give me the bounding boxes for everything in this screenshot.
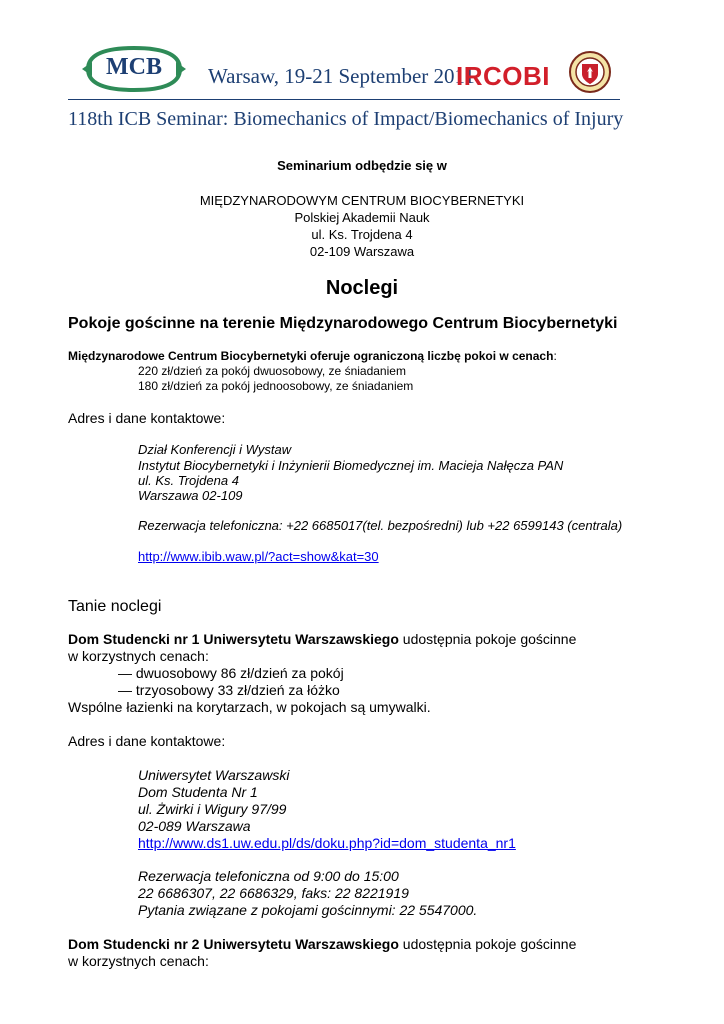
dorm1-note: Wspólne łazienki na korytarzach, w pokojach są umywalki.	[68, 699, 431, 715]
conference-date: Warsaw, 19-21 September 2011	[208, 64, 475, 88]
dorm1-phone-line: Pytania związane z pokojami gościnnymi: 22 5547000.	[138, 902, 478, 918]
contact-label: Adres i dane kontaktowe:	[68, 410, 226, 426]
price-item: 220 zł/dzień za pokój dwuosobowy, ze śniadaniem	[138, 364, 406, 378]
dorm2-intro	[68, 936, 576, 953]
dorm1-name: Dom Studencki nr 1 Uniwersytetu Warszawskiego	[68, 631, 399, 647]
venue-city: 02-109 Warszawa	[309, 244, 415, 259]
crest-icon	[568, 50, 612, 94]
offer-colon: :	[553, 349, 557, 363]
dorm1-intro	[68, 631, 576, 648]
venue-academy: Polskiej Akademii Nauk	[294, 210, 430, 225]
contact-line: Instytut Biocybernetyki i Inżynierii Biomedycznej im. Macieja Nałęcza PAN	[138, 458, 564, 473]
dorm1-price: — trzyosobowy 33 zł/dzień za łóżko	[118, 682, 340, 698]
seminar-title: 118th ICB Seminar: Biomechanics of Impact/Biomechanics of Injury	[68, 108, 624, 130]
venue-intro: Seminarium odbędzie się w	[277, 158, 447, 173]
guest-rooms-offer	[68, 349, 557, 364]
dorm1-contact-label: Adres i dane kontaktowe:	[68, 733, 226, 749]
dorm1-phone-line: Rezerwacja telefoniczna od 9:00 do 15:00	[138, 868, 399, 884]
dorm2-name: Dom Studencki nr 2 Uniwersytetu Warszawskiego	[68, 936, 399, 952]
dorm1-desc: udostępnia pokoje gościnne	[398, 631, 577, 647]
contact-line: ul. Ks. Trojdena 4	[138, 473, 239, 488]
dorm1-contact-line: 02-089 Warszawa	[138, 818, 251, 834]
dorm1-contact-line: Dom Studenta Nr 1	[138, 784, 258, 800]
mcb-logo	[80, 46, 188, 92]
venue-street: ul. Ks. Trojdena 4	[311, 227, 413, 242]
page-title: Noclegi	[325, 277, 399, 299]
ibib-link[interactable]: http://www.ibib.waw.pl/?act=show&kat=30	[138, 549, 379, 564]
logo-text: MCB	[106, 54, 162, 80]
dorm2-line2: w korzystnych cenach:	[68, 953, 209, 969]
venue-name: MIĘDZYNARODOWYM CENTRUM BIOCYBERNETYKI	[199, 193, 525, 208]
guest-rooms-heading: Pokoje gościnne na terenie Międzynarodowego Centrum Biocybernetyki	[68, 315, 618, 332]
header-divider	[68, 99, 620, 100]
price-item: 180 zł/dzień za pokój jednoosobowy, ze śniadaniem	[138, 379, 414, 393]
dorm1-contact-line: Uniwersytet Warszawski	[138, 767, 290, 783]
cheap-heading: Tanie noclegi	[68, 598, 162, 615]
contact-line: Warszawa 02-109	[138, 488, 243, 503]
ds1-link[interactable]: http://www.ds1.uw.edu.pl/ds/doku.php?id=dom_studenta_nr1	[138, 835, 516, 851]
dorm1-phone-line: 22 6686307, 22 6686329, faks: 22 8221919	[138, 885, 409, 901]
dorm1-line2: w korzystnych cenach:	[68, 648, 209, 664]
phone-info: Rezerwacja telefoniczna: +22 6685017(tel. bezpośredni) lub +22 6599143 (centrala)	[138, 518, 623, 533]
offer-text: Międzynarodowe Centrum Biocybernetyki oferuje ograniczoną liczbę pokoi w cenach	[68, 349, 554, 363]
dorm2-desc: udostępnia pokoje gościnne	[398, 936, 577, 952]
dorm1-contact-line: ul. Żwirki i Wigury 97/99	[138, 801, 287, 817]
dorm1-price: — dwuosobowy 86 zł/dzień za pokój	[118, 665, 344, 681]
contact-line: Dział Konferencji i Wystaw	[138, 442, 292, 457]
ircobi-logo: IRCOBI	[456, 61, 550, 91]
document-header	[0, 0, 724, 140]
